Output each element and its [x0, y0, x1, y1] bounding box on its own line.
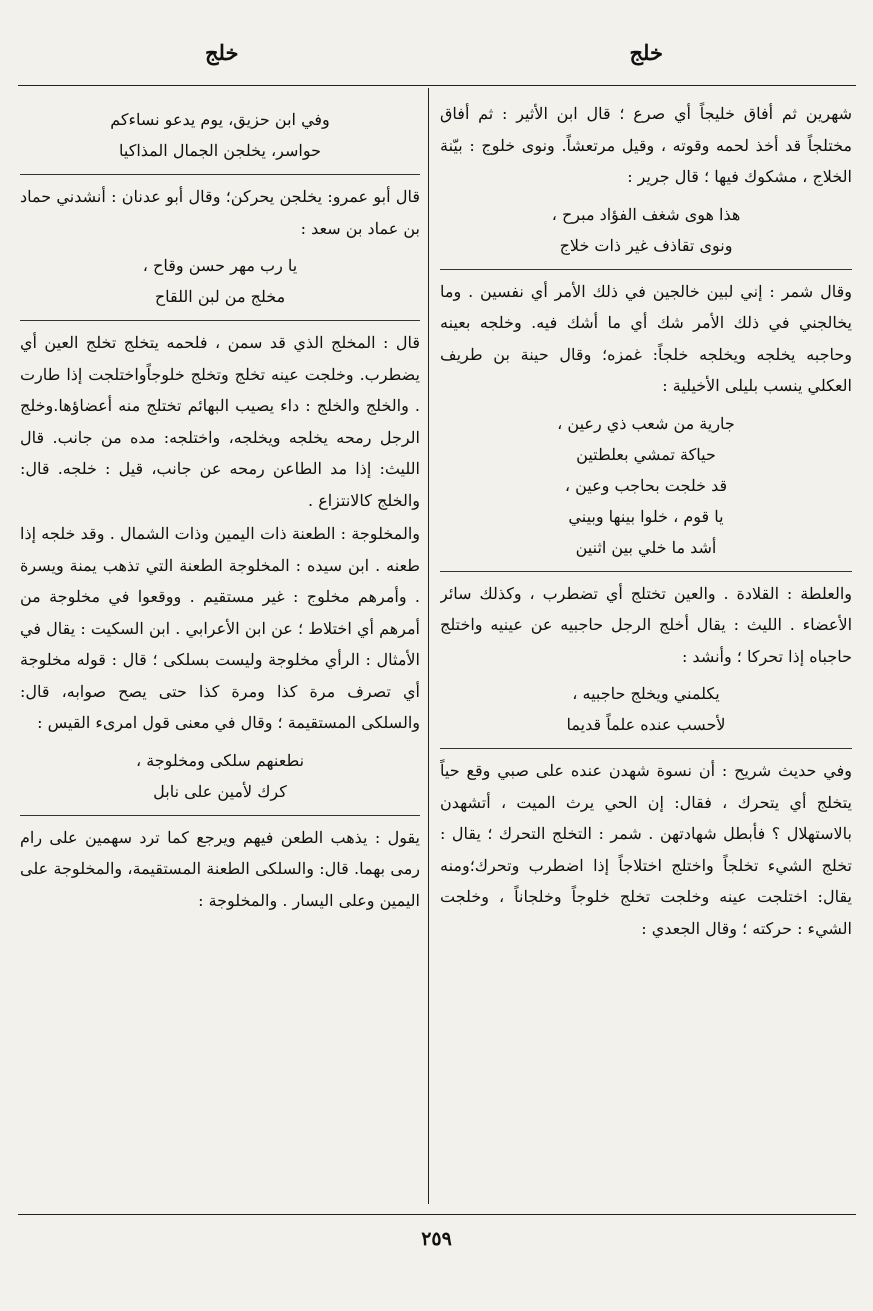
verse-block	[440, 408, 852, 563]
text-line: ثم أفاق مختلجاً قد أخذ لحمه وقوته ، وقيل مرتعشاً.	[440, 104, 852, 155]
text-line: غير مستقيم . ووقعوا في مخلوجة من أمرهم أي	[20, 587, 420, 638]
section-rule	[20, 174, 420, 175]
verse-line: أشد ما خلي بين اثنين	[575, 537, 717, 557]
verse-block	[20, 104, 420, 166]
text-line: قال : المخلج الذي قد سمن ، فلحمه يتخلج	[123, 333, 420, 352]
column-divider	[428, 88, 429, 1204]
footer-rule	[18, 1214, 856, 1215]
running-head-left: خلج	[205, 40, 239, 65]
text-line: معنى قول امرىء القيس :	[37, 713, 210, 732]
text-line: خلجاً: غمزه؛ وقال حينة بن طريف العكلي ينسب بليلى	[440, 344, 852, 395]
text-line: قال جرير :	[627, 167, 699, 186]
text-line: إذا طارت . والخلج والخلج : داء يصيب البهائم	[20, 364, 420, 415]
text-line: قال : قوله مخلوجة أي تصرف مرة كذا ومرة كذا	[20, 650, 420, 701]
text-line: يقول : يذهب الطعن فيهم ويرجع كما ترد سهمين	[84, 827, 420, 847]
section-rule	[20, 815, 420, 816]
paragraph	[20, 181, 420, 244]
text-line: اختلجت عينه وخلجت تخلج خلوجاً وخلجاناً ،	[498, 887, 808, 906]
verse-block	[20, 250, 420, 312]
section-rule	[440, 269, 852, 270]
text-line: وكذلك سائر الأعضاء . الليث : يقال أخلج الرجل	[440, 583, 852, 634]
section-rule	[20, 320, 420, 321]
left-column	[20, 98, 420, 1203]
paragraph	[440, 98, 852, 193]
paragraph	[440, 755, 852, 944]
page-header	[0, 40, 873, 80]
text-line: الأمثال : الرأي مخلوجة وليست بسلكى ؛	[152, 650, 420, 669]
text-line: الميت ، أتشهدن بالاستهلال ؟ فأبطل شهادتهن . شمر :	[440, 792, 852, 843]
text-line: على رام رمى بهما. قال: والسلكى الطعنة المستقيمة،	[20, 827, 420, 878]
verse-line: كرك لأمين على نابل	[153, 781, 287, 801]
verse-line: يا رب مهر حسن وقاح ،	[142, 256, 298, 275]
section-rule	[440, 748, 852, 749]
text-line: والمخلوجة : الطعنة ذات اليمين وذات الشمال .	[109, 524, 420, 543]
verse-line: ونوى تقاذف غير ذات خلاج	[559, 235, 733, 255]
running-head-right: خلج	[629, 40, 663, 65]
text-line: والخلج كالانتزاع .	[308, 490, 420, 510]
paragraph	[440, 276, 852, 402]
verse-block	[440, 199, 852, 261]
page-number: ٢٥٩	[421, 1228, 452, 1250]
text-line: وفي حديث شريح : أن نسوة شهدن عنده على صبي	[497, 761, 852, 780]
verse-line: قد خلجت بحاجب وعين ،	[564, 475, 728, 495]
text-line: اختلاط ؛ عن ابن الأعرابي . ابن السكيت : يقال في	[20, 618, 352, 638]
verse-line: جارية من شعب ذي رعين ،	[557, 413, 735, 433]
text-line: الأخيلية :	[662, 376, 720, 395]
text-line: وخلجت عينه تخلج وتخلج خلوجاًواختلجت	[88, 364, 354, 384]
verse-block	[440, 678, 852, 740]
text-line: ونوى خلوج : بيّنة الخلاج ، مشكوك فيها ؛	[440, 135, 852, 186]
verse-line: حواسر، يخلجن الجمال المذاكيا	[119, 141, 321, 160]
text-line: أنشدني حماد بن عماد بن سعد :	[20, 187, 420, 238]
text-line: ويخلجه، واختلجه: مده من جانب. قال الليث:	[20, 427, 420, 478]
text-line: تخلج العين أي يضطرب.	[20, 333, 420, 384]
text-line: أشك فيه. وخلجه بعينه وحاجبه يخلجه ويخلجه	[440, 313, 852, 364]
paragraph	[20, 518, 420, 739]
text-line: حاجبيه عن عينيه واختلج حاجباه إذا تحركا ؛ وأنشد :	[440, 615, 852, 666]
section-rule	[440, 571, 852, 572]
verse-block	[20, 745, 420, 807]
verse-line: نطعنهم سلكى ومخلوجة ،	[135, 750, 305, 770]
verse-line: لأحسب عنده علماً قديما	[566, 715, 726, 734]
header-rule	[18, 85, 856, 86]
verse-line: يا قوم ، خلوا بينها وبيني	[568, 506, 724, 526]
paragraph	[440, 578, 852, 673]
verse-line: يكلمني ويخلج حاجبيه ،	[572, 684, 720, 703]
text-line: قال أبو عمرو: يخلجن يحركن؛ وقال أبو عدنان :	[111, 187, 420, 206]
right-column	[440, 98, 852, 1203]
text-line: تختلج منه أعضاؤها.وخلج الرجل رمحه يخلجه	[20, 396, 420, 447]
text-line: والمخلوجة على اليمين وعلى اليسار . والمخلوجة :	[20, 859, 420, 910]
text-line: والعلطة : القلادة . والعين تختلج أي تضطرب ،	[529, 583, 852, 603]
paragraph	[20, 327, 420, 516]
verse-line: وفي ابن حزيق، يوم يدعو نساءكم	[110, 110, 330, 129]
verse-line: هذا هوى شغف الفؤاد مبرح ،	[551, 204, 741, 224]
verse-line: حياكة تمشي بعلطتين	[576, 444, 716, 464]
paragraph	[20, 822, 420, 917]
text-line: التخلج التحرك ؛ يقال : تخلج الشيء تخلجاً	[440, 824, 852, 875]
text-line: وقع حياً يتخلج أي يتحرك ، فقال: إن الحي يرث	[440, 761, 852, 812]
text-line: واختلج اختلاجاً إذا اضطرب وتحرك؛ومنه يقال:	[440, 855, 852, 906]
text-line: نفسين . وما يخالجني في ذلك الأمر شك أي ما	[440, 281, 852, 332]
text-line: شهرين ثم أفاق خليجاً أي صرع ؛ قال ابن الأثير :	[502, 104, 852, 123]
text-line: وخلجت الشيء : حركته ؛ وقال الجعدي :	[440, 887, 852, 938]
text-line: التي تذهب يمنة ويسرة . وأمرهم مخلوج :	[20, 555, 420, 606]
text-line: وقد خلجه إذا طعنه . ابن سيده : المخلوجة الطعنة	[20, 524, 420, 575]
verse-line: مخلج من لبن اللقاح	[154, 287, 286, 306]
text-line: إذا مد الطاعن رمحه عن جانب، قيل : خلجه. قال:	[20, 459, 372, 478]
text-line: وقال شمر : إني لبين خالجين في ذلك الأمر أي	[530, 281, 852, 301]
text-line: حتى يصح صوابه، قال: والسلكى المستقيمة ؛ وقال في	[20, 681, 420, 732]
